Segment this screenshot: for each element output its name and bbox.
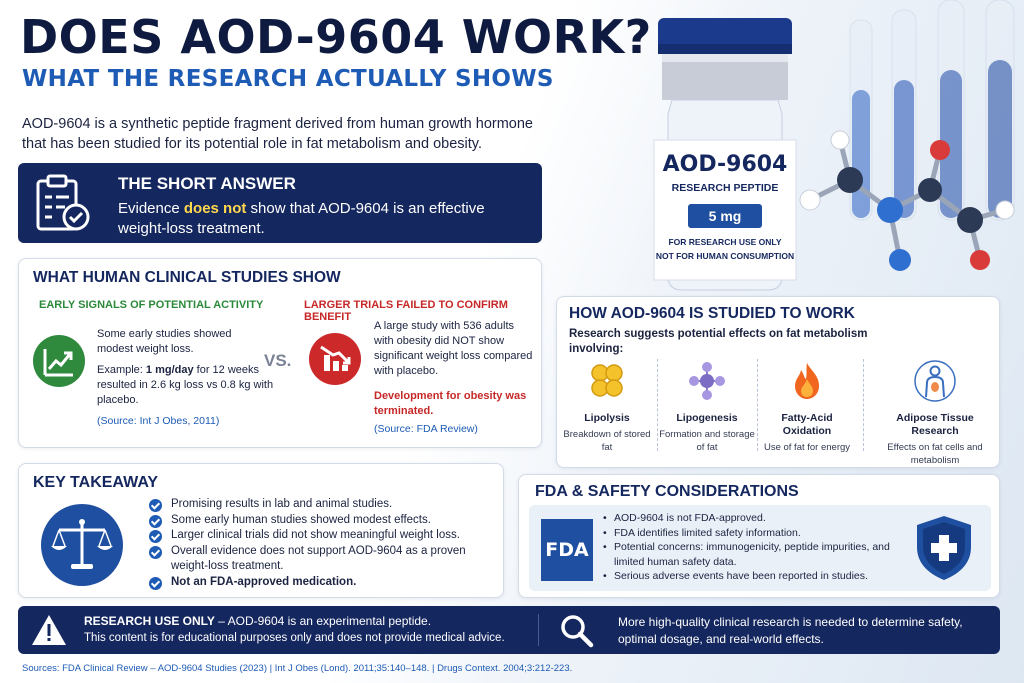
vial-dose: 5 mg	[688, 204, 762, 228]
molecule-cluster-icon	[685, 359, 729, 403]
mechanism-desc: Use of fat for energy	[763, 442, 851, 453]
fda-safety-card	[518, 474, 1000, 598]
magnifier-icon	[558, 612, 594, 648]
trend-down-chart-icon	[309, 333, 361, 385]
list-item: Not an FDA-approved medication.	[149, 575, 499, 591]
fat-droplets-icon	[585, 359, 629, 403]
check-icon	[149, 546, 162, 559]
list-item: Some early human studies showed modest effects.	[149, 513, 499, 529]
fda-logo: FDA	[541, 519, 593, 581]
disclaimer-line-2: This content is for educational purposes only and does not provide medical advice.	[84, 632, 505, 644]
short-answer-highlight: does not	[183, 200, 247, 217]
mechanism-desc: Formation and storage of fat	[659, 429, 755, 453]
early-signals-heading: EARLY SIGNALS OF POTENTIAL ACTIVITY	[39, 299, 264, 311]
intro-text: AOD-9604 is a synthetic peptide fragment derived from human growth hormone that has been studied for its potential role in fat metabolism and obesity.	[22, 116, 533, 152]
peptide-vial	[650, 14, 800, 294]
page-subtitle: WHAT THE RESEARCH ACTUALLY SHOWS	[22, 66, 554, 92]
mechanism-name: Lipolysis	[584, 412, 630, 424]
development-terminated-text: Development for obesity was terminated.	[374, 390, 527, 417]
fda-title: FDA & SAFETY CONSIDERATIONS	[535, 483, 799, 500]
body-outline-icon	[913, 359, 957, 403]
clinical-studies-card	[18, 258, 542, 448]
mechanism-name: Adipose Tissue Research	[896, 412, 974, 437]
early-example-text: Example: 1 mg/day for 12 weeks resulted in 2.6 kg loss vs 0.8 kg with placebo.	[97, 364, 274, 406]
vial-name: AOD-9604	[662, 152, 788, 177]
list-item: • Potential concerns: immunogenicity, peptide impurities, and limited human safety data.	[603, 540, 893, 569]
check-icon	[149, 499, 162, 512]
disclaimer-banner	[18, 606, 1000, 654]
scales-of-justice-icon	[41, 504, 123, 586]
page-title: DOES AOD-9604 WORK?	[20, 10, 652, 64]
takeaway-list	[149, 497, 499, 590]
early-signals-text: Some early studies showed modest weight loss.	[97, 328, 232, 355]
mechanism-subtitle: Research suggests potential effects on fat metabolism involving:	[569, 328, 868, 355]
mechanism-desc: Breakdown of stored fat	[563, 429, 651, 453]
clinical-title: WHAT HUMAN CLINICAL STUDIES SHOW	[33, 269, 341, 286]
mechanism-desc: Effects on fat cells and metabolism	[887, 442, 983, 466]
fda-list	[603, 511, 893, 584]
larger-source: (Source: FDA Review)	[374, 423, 478, 435]
mechanism-title: HOW AOD-9604 IS STUDIED TO WORK	[569, 305, 855, 322]
flame-icon	[785, 359, 829, 403]
larger-trials-text: A large study with 536 adults with obesity did NOT show significant weight loss compared with placebo.	[374, 320, 533, 377]
list-item: • AOD-9604 is not FDA-approved.	[603, 511, 893, 526]
key-takeaway-card	[18, 463, 504, 598]
list-item: Promising results in lab and animal studies.	[149, 497, 499, 513]
takeaway-title: KEY TAKEAWAY	[33, 474, 159, 491]
vs-label: VS.	[264, 351, 292, 370]
early-source: (Source: Int J Obes, 2011)	[97, 415, 220, 427]
larger-trials-heading: LARGER TRIALS FAILED TO CONFIRM BENEFIT	[304, 299, 508, 323]
list-item: Overall evidence does not support AOD-9604 as a proven weight-loss treatment.	[149, 544, 499, 575]
list-item: Larger clinical trials did not show meaningful weight loss.	[149, 528, 499, 544]
mechanism-lipogenesis	[657, 359, 757, 454]
divider	[863, 359, 864, 451]
medical-shield-icon	[911, 513, 977, 583]
list-item: • FDA identifies limited safety information.	[603, 526, 893, 541]
mechanism-adipose	[875, 359, 995, 467]
check-icon	[149, 577, 162, 590]
clipboard-check-icon	[32, 173, 94, 235]
trend-up-chart-icon	[33, 335, 85, 387]
short-answer-text: Evidence does not show that AOD-9604 is an effective weight-loss treatment.	[118, 200, 485, 237]
warning-icon	[30, 613, 68, 647]
mechanism-oxidation	[757, 359, 857, 454]
mechanism-name: Fatty-Acid Oxidation	[781, 412, 833, 437]
check-icon	[149, 515, 162, 528]
research-needed-text: More high-quality clinical research is needed to determine safety, optimal dosage, and real-world effects.	[618, 615, 963, 646]
vial-note-human: NOT FOR HUMAN CONSUMPTION	[655, 251, 795, 261]
mechanism-card	[556, 296, 1000, 468]
vial-note-research: FOR RESEARCH USE ONLY	[668, 237, 782, 247]
disclaimer-line-1: RESEARCH USE ONLY – AOD-9604 is an experimental peptide.	[84, 614, 432, 628]
divider	[538, 614, 539, 646]
check-icon	[149, 530, 162, 543]
sources-footer: Sources: FDA Clinical Review – AOD-9604 Studies (2023) | Int J Obes (Lond). 2011;35:140–148. | Drugs Context. 2004;3:212-223.	[22, 663, 573, 674]
vial-type: RESEARCH PEPTIDE	[671, 182, 779, 194]
short-answer-box	[18, 163, 542, 243]
mechanism-name: Lipogenesis	[676, 412, 738, 424]
mechanism-lipolysis	[557, 359, 657, 454]
list-item: • Serious adverse events have been reported in studies.	[603, 569, 893, 584]
fda-panel	[529, 505, 991, 591]
short-answer-heading: THE SHORT ANSWER	[118, 174, 296, 193]
molecule-model-image	[780, 120, 1020, 300]
